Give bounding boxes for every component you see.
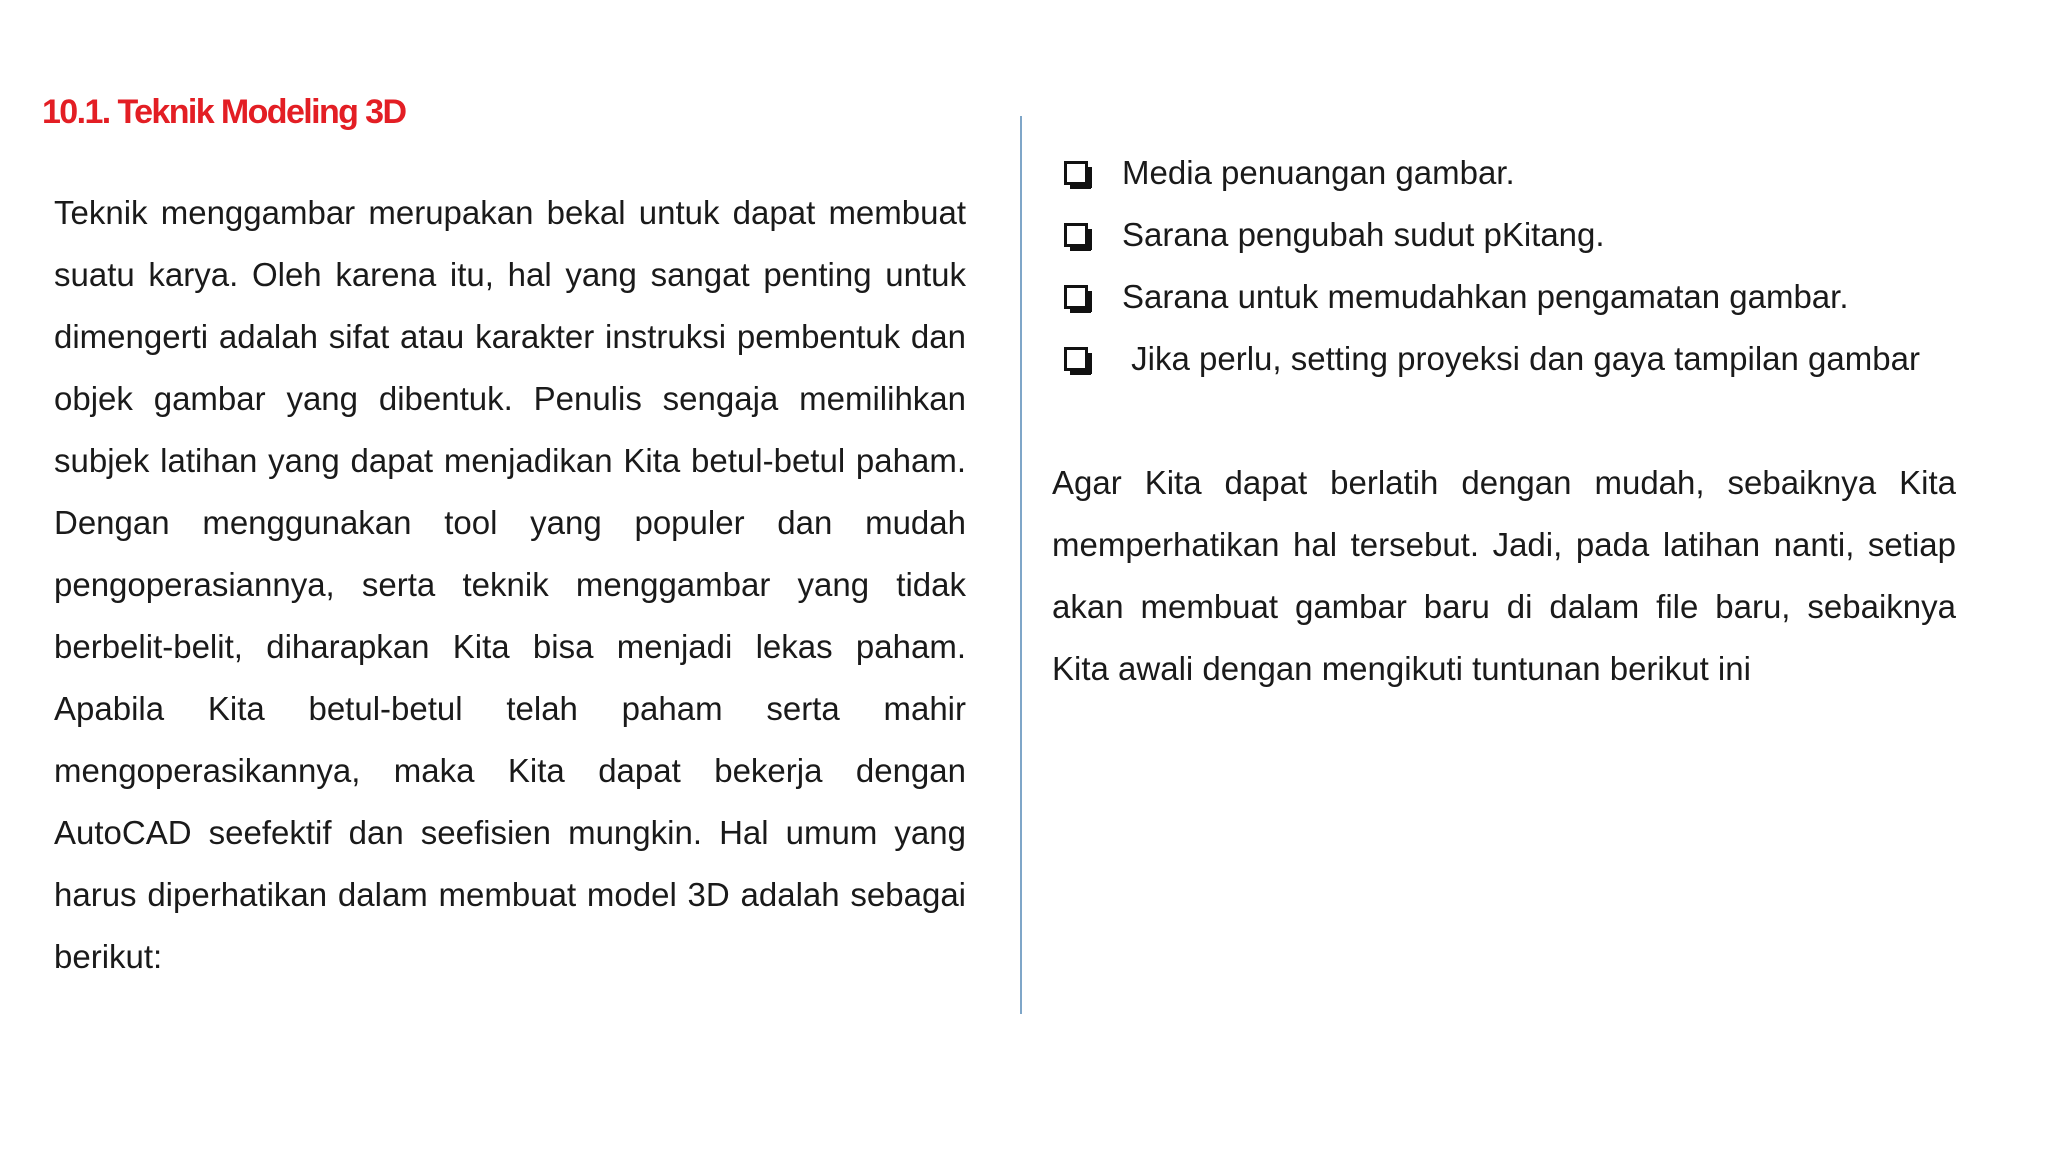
bullet-text: Sarana untuk memudahkan pengamatan gambar.: [1122, 278, 1849, 315]
right-paragraph: Agar Kita dapat berlatih dengan mudah, sebaiknya Kita memperhatikan hal tersebut. Jadi, pada latihan nanti, setiap akan membuat gambar baru di dalam file baru, sebaiknya Kita awali dengan mengikuti tuntunan berikut ini: [1052, 464, 1956, 687]
checkbox-square-icon: [1064, 285, 1088, 309]
bullet-list: [1064, 142, 1920, 390]
checkbox-square-icon: [1064, 223, 1088, 247]
bullet-item: [1064, 328, 1920, 390]
checkbox-square-icon: [1064, 161, 1088, 185]
bullet-item: [1064, 266, 1920, 328]
bullet-item: [1064, 142, 1920, 204]
bullet-text: Media penuangan gambar.: [1122, 154, 1515, 191]
bullet-text: Jika perlu, setting proyeksi dan gaya tampilan gambar: [1122, 340, 1920, 377]
bullet-text: Sarana pengubah sudut pKitang.: [1122, 216, 1605, 253]
slide-title: 10.1. Teknik Modeling 3D: [42, 93, 406, 131]
column-divider: [1020, 116, 1022, 1014]
left-paragraph: Teknik menggambar merupakan bekal untuk dapat membuat suatu karya. Oleh karena itu, hal yang sangat penting untuk dimengerti adalah sifat atau karakter instruksi pembentuk dan objek gambar yang dibentuk. Penulis sengaja memilihkan subjek latihan yang dapat menjadikan Kita betul-betul paham. Dengan menggunakan tool yang populer dan mudah pengoperasiannya, serta teknik menggambar yang tidak berbelit-belit, diharapkan Kita bisa menjadi lekas paham. Apabila Kita betul-betul telah paham serta mahir mengoperasikannya, maka Kita dapat bekerja dengan AutoCAD seefektif dan seefisien mungkin. Hal umum yang harus diperhatikan dalam membuat model 3D adalah sebagai berikut:: [54, 194, 966, 975]
checkbox-square-icon: [1064, 347, 1088, 371]
bullet-item: [1064, 204, 1920, 266]
